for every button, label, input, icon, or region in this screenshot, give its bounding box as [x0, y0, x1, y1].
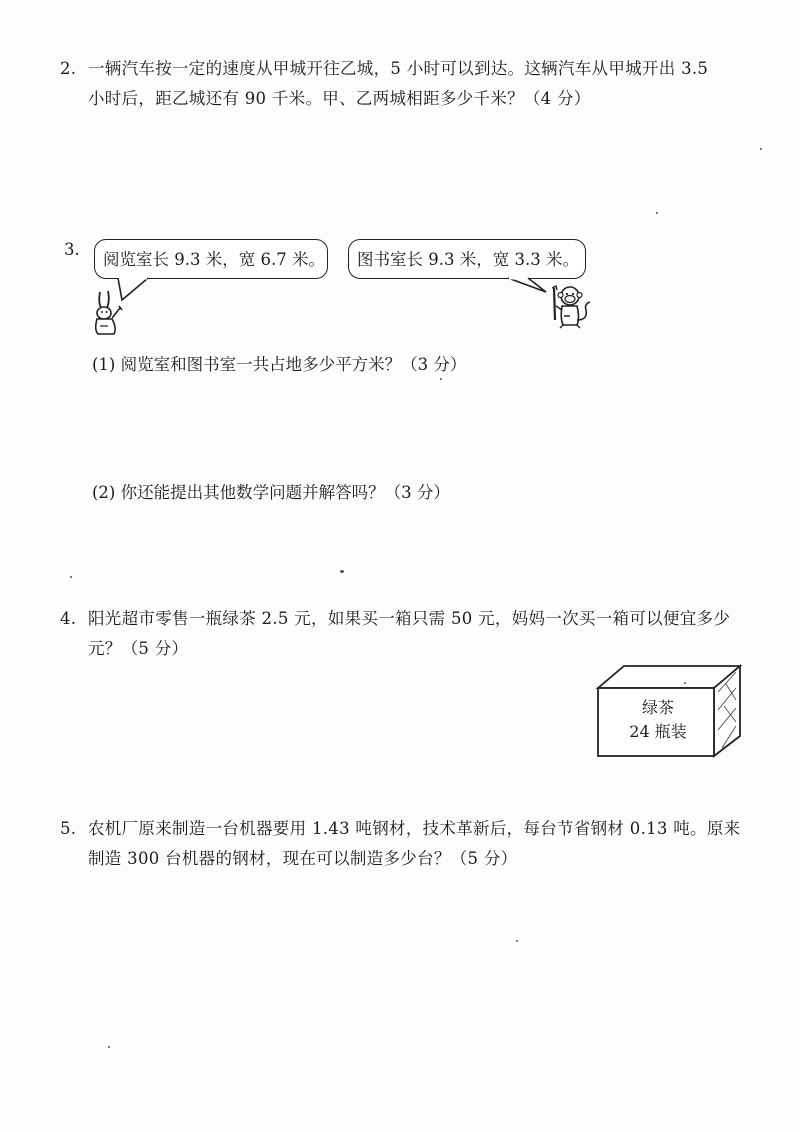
problem-5 [60, 814, 750, 874]
box-label-line-2: 24 瓶装 [629, 722, 687, 741]
monkey-icon [546, 282, 594, 330]
problem-2-text-1: 一辆汽车按一定的速度从甲城开往乙城，5 小时可以到达。这辆汽车从甲城开出 3.5 [88, 59, 709, 78]
speech-bubble-library: 图书室长 9.3 米，宽 3.3 米。 [348, 239, 586, 279]
problem-number: 2. [60, 59, 77, 78]
problem-3-number: 3. [64, 240, 80, 259]
problem-number: 5. [60, 819, 77, 838]
problem-5-line-1 [60, 814, 750, 844]
scan-speck [70, 576, 72, 578]
problem-4 [60, 604, 750, 664]
problem-2-line-2: 小时后，距乙城还有 90 千米。甲、乙两城相距多少千米？（4 分） [88, 89, 591, 108]
problem-5-text-1: 农机厂原来制造一台机器要用 1.43 吨钢材，技术革新后，每台节省钢材 0.13 吨。原来 [88, 819, 741, 838]
rabbit-icon [88, 288, 128, 338]
speech-bubble-reading-room: 阅览室长 9.3 米，宽 6.7 米。 [94, 239, 328, 279]
problem-4-line-2: 元？（5 分） [88, 639, 189, 658]
box-label-line-1: 绿茶 [641, 698, 674, 717]
problem-3-question-1: (1) 阅览室和图书室一共占地多少平方米？（3 分） [92, 355, 467, 374]
problem-5-line-2: 制造 300 台机器的钢材，现在可以制造多少台？（5 分） [88, 849, 518, 868]
scan-speck [656, 212, 658, 214]
scan-speck [684, 682, 686, 684]
scan-speck [340, 570, 344, 573]
problem-4-text-1: 阳光超市零售一瓶绿茶 2.5 元，如果买一箱只需 50 元，妈妈一次买一箱可以便宜多少 [88, 609, 731, 628]
scan-speck [440, 378, 442, 380]
problem-number: 4. [60, 609, 77, 628]
problem-4-line-1 [60, 604, 750, 634]
scan-speck [108, 1046, 110, 1048]
scan-speck [760, 148, 762, 150]
scan-speck [516, 940, 518, 942]
problem-3-question-2: (2) 你还能提出其他数学问题并解答吗？（3 分） [92, 483, 450, 502]
